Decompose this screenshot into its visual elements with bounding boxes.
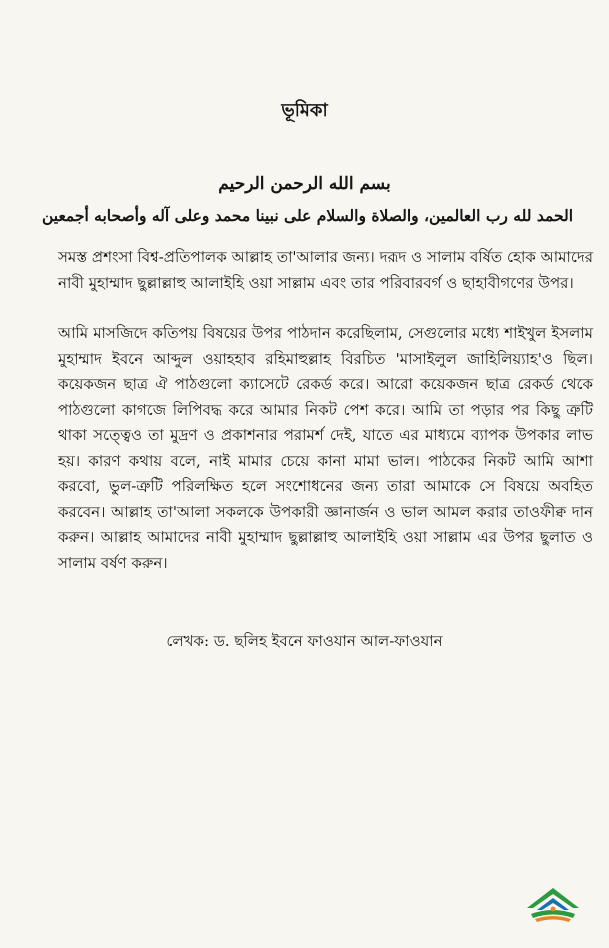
publisher-logo-icon — [523, 884, 583, 924]
author-line: লেখক: ড. ছলিহ ইবনে ফাওযান আল-ফাওযান — [166, 632, 443, 650]
paragraph-preface: আমি মাসজিদে কতিপয় বিষয়ের উপর পাঠদান করেছিলাম, সেগুলোর মধ্যে শাইখুল ইসলাম মুহাম্মাদ ইবনে আব্দুল ওয়াহহাব রহিমাহুল্লাহ বিরচিত 'মাসাইলুল জাহিলিয়্যাহ'ও ছিল। কয়েকজন ছাত্র ঐ পাঠগুলো ক্যাসেটে রেকর্ড করে। আরো কয়েকজন ছাত্র রেকর্ড থেকে পাঠগুলো কাগজে লিপিবদ্ধ করে আমার নিকট পেশ করে। আমি তা পড়ার পর কিছু ত্রুটি থাকা সত্ত্বেও তা মুদ্রণ ও প্রকাশনার পরামর্শ দেই, যাতে এর মাধ্যমে ব্যাপক উপকার লাভ হয়। কারণ কথায় বলে, নাই মামার চেয়ে কানা মামা ভাল। পাঠকের নিকট আমি আশা করবো, ভুল-ত্রুটি পরিলক্ষিত হলে সংশোধনের জন্য তারা আমাকে সে বিষয়ে অবহিত করবেন। আল্লাহ তা'আলা সকলকে উপকারী জ্ঞানার্জন ও ভাল আমল করার তাওফীক্ব দান করুন। আল্লাহ আমাদের নাবী মুহাম্মাদ ছুল্লাল্লাহু আলাইহি ওয়া সাল্লাম এর উপর ছুলাত ও সালাম বর্ষণ করুন। — [58, 324, 593, 572]
paragraph-praise: সমস্ত প্রশংসা বিশ্ব-প্রতিপালক আল্লাহ তা'আলার জন্য। দরূদ ও সালাম বর্ষিত হোক আমাদের নাবী মুহাম্মাদ ছুল্লাল্লাহু আলাইহি ওয়া সাল্লাম এবং তার পরিবারবর্গ ও ছাহাবীগণের উপর। — [58, 248, 593, 292]
hamd-line: الحمد لله رب العالمين، والصلاة والسلام على نبينا محمد وعلى آله وأصحابه أجمعين — [41, 206, 574, 225]
basmala-line: بسم الله الرحمن الرحيم — [218, 174, 391, 194]
page-title: ভূমিকা — [281, 100, 328, 121]
